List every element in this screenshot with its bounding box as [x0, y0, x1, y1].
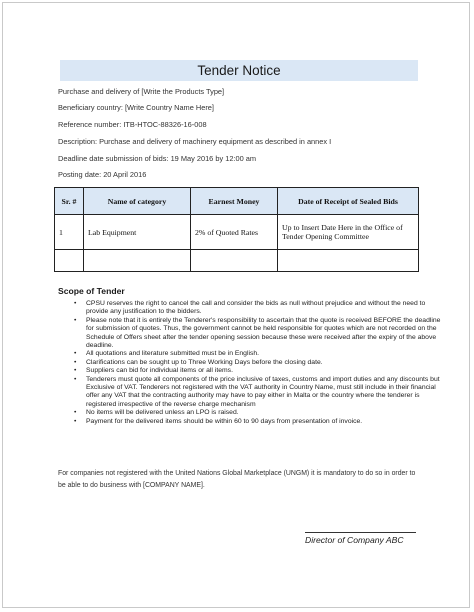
cell-earnest-money	[191, 250, 278, 272]
cell-earnest-money: 2% of Quoted Rates	[191, 215, 278, 250]
list-item: • Payment for the delivered items should be within 60 to 90 days from presentation of invoice.	[86, 418, 446, 426]
tender-table	[54, 187, 419, 272]
description-line: Description: Purchase and delivery of machinery equipment as described in annex I	[58, 137, 332, 146]
list-item: • Suppliers can bid for individual items or all items.	[86, 367, 446, 375]
scope-heading: Scope of Tender	[58, 286, 125, 296]
table-header-row	[55, 188, 419, 215]
header-category: Name of category	[84, 188, 191, 215]
list-item: • Clarifications can be sought up to Three Working Days before the closing date.	[86, 359, 446, 367]
cell-sr	[55, 250, 84, 272]
list-item: • CPSU reserves the right to cancel the call and consider the bids as null without prejudice and without the need to provide any justification to the bidders.	[86, 300, 446, 317]
purchase-line: Purchase and delivery of [Write the Products Type]	[58, 87, 225, 96]
list-item: • All quotations and literature submitted must be in English.	[86, 350, 446, 358]
table-row	[55, 215, 419, 250]
list-item: • Tenderers must quote all components of the price inclusive of taxes, customs and import duties and any discounts but Exclusive of VAT. Tenderers not registered with the VAT authority in Country Name, must still include in their financial offer any VAT that the contracting authority may have to pay either in Malta or the country where the tenderer is registered irrespective of the reverse charge mechanism	[86, 376, 446, 410]
header-date-receipt: Date of Receipt of Sealed Bids	[278, 188, 419, 215]
beneficiary-line: Beneficiary country: [Write Country Name Here]	[58, 103, 214, 112]
list-item: • Please note that it is entirely the Tenderer's responsibility to ascertain that the quote is received BEFORE the deadline for submission of quotes. Thus, the government cannot be held responsible for quotes which are not recorded on the Schedule of Offers sheet after the tender opening session because these were received after the expiry of the above deadline.	[86, 317, 446, 351]
header-sr: Sr. #	[55, 188, 84, 215]
reference-line: Reference number: ITB-HTOC-88326-16-008	[58, 120, 207, 129]
cell-category	[84, 250, 191, 272]
signature-text: Director of Company ABC	[305, 535, 404, 545]
signature-line	[305, 532, 416, 533]
cell-date-receipt: Up to Insert Date Here in the Office of Tender Opening Committee	[278, 215, 419, 250]
list-item: • No items will be delivered unless an LPO is raised.	[86, 409, 446, 417]
cell-date-receipt	[278, 250, 419, 272]
deadline-line: Deadline date submission of bids: 19 May 2016 by 12:00 am	[58, 154, 257, 163]
header-earnest-money: Earnest Money	[191, 188, 278, 215]
page-title: Tender Notice	[60, 60, 418, 81]
posting-line: Posting date: 20 April 2016	[58, 170, 147, 179]
table-row	[55, 250, 419, 272]
scope-list	[58, 300, 446, 426]
ungm-note: For companies not registered with the United Nations Global Marketplace (UNGM) it is mandatory to do so in order to be able to do business with [COMPANY NAME].	[58, 470, 416, 489]
cell-sr: 1	[55, 215, 84, 250]
cell-category: Lab Equipment	[84, 215, 191, 250]
